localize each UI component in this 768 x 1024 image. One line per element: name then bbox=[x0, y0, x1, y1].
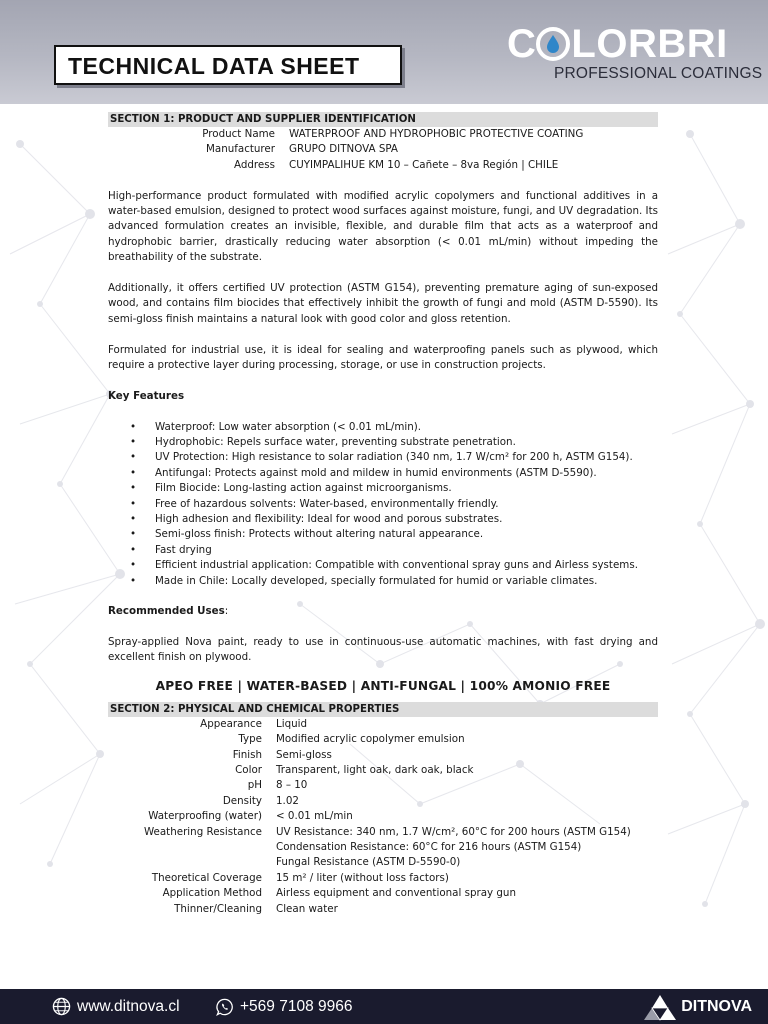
bullet-icon: • bbox=[130, 512, 137, 525]
field-value: GRUPO DITNOVA SPA bbox=[289, 143, 398, 156]
property-label: Application Method bbox=[162, 887, 262, 900]
property-row bbox=[108, 809, 658, 824]
globe-icon bbox=[52, 997, 71, 1016]
page-title: TECHNICAL DATA SHEET bbox=[68, 53, 360, 79]
ditnova-logo bbox=[643, 989, 752, 1024]
property-row bbox=[108, 748, 658, 763]
brand-tagline: PROFESSIONAL COATINGS bbox=[554, 65, 763, 82]
field-product-name bbox=[108, 127, 658, 142]
property-row bbox=[108, 778, 658, 793]
property-value: 8 – 10 bbox=[276, 779, 308, 792]
website-link[interactable] bbox=[52, 989, 180, 1024]
feature-item: • Free of hazardous solvents: Water-based, environmentally friendly. bbox=[108, 497, 658, 512]
field-address bbox=[108, 158, 658, 173]
property-label: Appearance bbox=[200, 717, 262, 730]
property-row bbox=[108, 717, 658, 732]
property-row bbox=[108, 732, 658, 747]
field-manufacturer bbox=[108, 142, 658, 157]
property-value: Clean water bbox=[276, 902, 338, 915]
recommended-uses-text: Spray-applied Nova paint, ready to use in continuous-use automatic machines, with fast drying and excellent finish on plywood. bbox=[108, 636, 658, 664]
industrial-use-paragraph: Formulated for industrial use, it is ideal for sealing and waterproofing panels such as plywood, which require a protective layer during processing, storage, or use in construction projects. bbox=[108, 343, 658, 371]
brand-name-rest: LORBRI bbox=[571, 22, 728, 66]
field-value: WATERPROOF AND HYDROPHOBIC PROTECTIVE COATING bbox=[289, 128, 584, 140]
property-label bbox=[108, 840, 276, 855]
footer-bar bbox=[0, 989, 768, 1024]
bullet-icon: • bbox=[130, 482, 137, 495]
whatsapp-icon bbox=[216, 998, 234, 1016]
brand-logo bbox=[507, 22, 763, 84]
description-paragraph: High-performance product formulated with modified acrylic copolymers and functional additives in a water-based emulsion, designed to protect wood surfaces against moisture, fungi, and UV degradation. Its advanced formulation creates an invisible, flexible, and durable film that acts as a waterproof and hydrophobic barrier, drastically reducing water absorption (< 0.01 mL/min) without impeding the breathability of the substrate. bbox=[108, 189, 658, 264]
section2-heading: SECTION 2: PHYSICAL AND CHEMICAL PROPERTIES bbox=[108, 702, 658, 717]
property-label: Finish bbox=[232, 748, 262, 761]
phone-link[interactable] bbox=[216, 989, 353, 1024]
bullet-icon: • bbox=[130, 420, 137, 433]
property-row bbox=[108, 763, 658, 778]
key-features-list bbox=[108, 420, 658, 589]
property-value: Condensation Resistance: 60°C for 216 hours (ASTM G154) bbox=[276, 841, 582, 854]
field-label: Manufacturer bbox=[206, 143, 275, 156]
property-label: Thinner/Cleaning bbox=[174, 902, 262, 915]
property-value: Liquid bbox=[276, 717, 308, 730]
property-label: Color bbox=[235, 764, 262, 777]
property-label: Density bbox=[222, 794, 262, 807]
feature-item: • Antifungal: Protects against mold and mildew in humid environments (ASTM D-5590). bbox=[108, 466, 658, 481]
key-features-heading: Key Features bbox=[108, 389, 185, 402]
phone-text: +569 7108 9966 bbox=[240, 997, 353, 1015]
feature-item: • Made in Chile: Locally developed, specially formulated for humid or variable climates. bbox=[108, 574, 658, 589]
property-value: Semi-gloss bbox=[276, 748, 332, 761]
property-row bbox=[108, 886, 658, 901]
property-row bbox=[108, 825, 658, 840]
bullet-icon: • bbox=[130, 574, 137, 587]
feature-item: • Hydrophobic: Repels surface water, preventing substrate penetration. bbox=[108, 435, 658, 450]
property-row bbox=[108, 871, 658, 886]
property-label: Theoretical Coverage bbox=[151, 871, 262, 884]
section2-fields bbox=[108, 717, 658, 917]
field-label: Product Name bbox=[202, 128, 275, 140]
property-value: 1.02 bbox=[276, 794, 299, 807]
ditnova-logo-icon bbox=[643, 993, 677, 1021]
property-value: Modified acrylic copolymer emulsion bbox=[276, 733, 465, 746]
bullet-icon: • bbox=[130, 528, 137, 541]
header-band bbox=[0, 0, 768, 104]
property-value: 15 m² / liter (without loss factors) bbox=[276, 871, 449, 884]
property-value: Airless equipment and conventional spray gun bbox=[276, 887, 516, 900]
property-row bbox=[108, 840, 658, 855]
brand-wordmark bbox=[507, 24, 731, 64]
property-label: Type bbox=[238, 733, 262, 746]
title-box bbox=[54, 45, 402, 85]
uv-protection-paragraph: Additionally, it offers certified UV protection (ASTM G154), preventing premature aging of sun-exposed wood, and contains film biocides that effectively inhibit the growth of fungi and mold (ASTM D-5590). Its semi-gloss finish maintains a natural look with good color and gloss retention. bbox=[108, 281, 658, 325]
water-drop-icon bbox=[536, 27, 570, 61]
bullet-icon: • bbox=[130, 543, 137, 556]
property-row bbox=[108, 902, 658, 917]
feature-item: • Film Biocide: Long-lasting action against microorganisms. bbox=[108, 481, 658, 496]
property-row bbox=[108, 794, 658, 809]
feature-item: • High adhesion and flexibility: Ideal for wood and porous substrates. bbox=[108, 512, 658, 527]
property-value: UV Resistance: 340 nm, 1.7 W/cm², 60°C for 200 hours (ASTM G154) bbox=[276, 825, 631, 838]
property-label: Waterproofing (water) bbox=[148, 810, 262, 823]
company-name: DITNOVA bbox=[681, 997, 752, 1015]
feature-item: • Fast drying bbox=[108, 543, 658, 558]
feature-item: • Semi-gloss finish: Protects without altering natural appearance. bbox=[108, 527, 658, 542]
document-body bbox=[108, 112, 658, 917]
property-label: Weathering Resistance bbox=[143, 825, 262, 838]
property-label: pH bbox=[247, 779, 262, 792]
recommended-uses-heading: Recommended Uses: bbox=[108, 605, 229, 618]
product-claims-banner: APEO FREE | WATER-BASED | ANTI-FUNGAL | 100% AMONIO FREE bbox=[155, 678, 611, 693]
bullet-icon: • bbox=[130, 559, 137, 572]
bullet-icon: • bbox=[130, 497, 137, 510]
bullet-icon: • bbox=[130, 451, 137, 464]
property-row bbox=[108, 855, 658, 870]
property-value: Transparent, light oak, dark oak, black bbox=[276, 764, 474, 777]
feature-item: • Waterproof: Low water absorption (< 0.01 mL/min). bbox=[108, 420, 658, 435]
section1-heading: SECTION 1: PRODUCT AND SUPPLIER IDENTIFICATION bbox=[108, 112, 658, 127]
section1-fields bbox=[108, 127, 658, 173]
field-value: CUYIMPALIHUE KM 10 – Cañete – 8va Región | CHILE bbox=[289, 158, 559, 171]
field-label: Address bbox=[233, 158, 275, 171]
website-text: www.ditnova.cl bbox=[77, 997, 180, 1015]
feature-item: • UV Protection: High resistance to solar radiation (340 nm, 1.7 W/cm² for 200 h, ASTM G154). bbox=[108, 450, 658, 465]
bullet-icon: • bbox=[130, 466, 137, 479]
property-label bbox=[108, 855, 276, 870]
property-value: Fungal Resistance (ASTM D-5590-0) bbox=[276, 856, 461, 869]
feature-item: • Efficient industrial application: Compatible with conventional spray guns and Airless systems. bbox=[108, 558, 658, 573]
property-value: < 0.01 mL/min bbox=[276, 810, 353, 823]
brand-name-first: C bbox=[507, 22, 537, 66]
bullet-icon: • bbox=[130, 435, 137, 448]
